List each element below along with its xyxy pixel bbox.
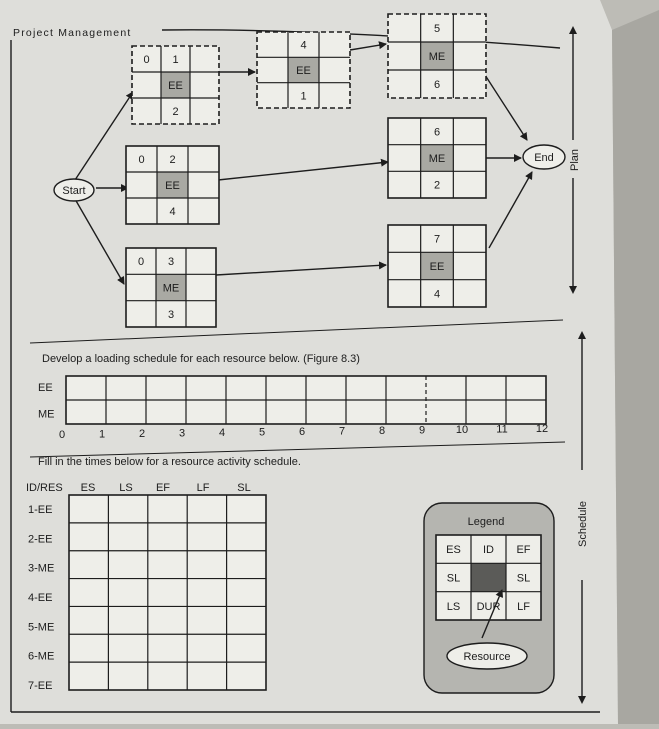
loading-tick: 2 [138,428,146,440]
page-title: Project Management [13,27,132,39]
node-resource: ME [428,153,446,165]
schedule-row-label: 1-EE [28,503,53,516]
loading-tick: 11 [496,423,508,436]
schedule-label: Schedule [577,501,589,547]
node-resource: EE [296,65,311,77]
node-id: 7 [433,233,441,246]
node-resource: EE [165,180,180,192]
schedule-header: LF [196,482,210,494]
loading-row-label: ME [38,408,55,421]
loading-tick: 7 [338,425,346,438]
loading-tick: 9 [418,424,426,437]
node-duration: 1 [300,90,307,103]
loading-instruction: Develop a loading schedule for each resource below. (Figure 8.3) [42,353,360,365]
plan-label: Plan [569,148,581,172]
schedule-row-label: 5-ME [28,621,55,634]
loading-tick: 10 [455,424,469,436]
loading-tick: 5 [258,426,266,439]
legend-cell: LS [446,600,461,613]
node-id: 1 [172,54,179,66]
node-es: 0 [137,256,145,269]
legend-cell: SL [516,572,531,585]
activity-node-5 [388,14,486,98]
activity-node-4 [257,32,350,108]
loading-tick: 4 [218,427,226,439]
end-label: End [534,152,554,164]
legend-cell: ID [483,544,494,557]
loading-tick: 12 [535,423,549,435]
node-es: 0 [138,154,145,166]
schedule-header: EF [155,482,171,494]
activity-node-2 [126,146,219,224]
node-es: 0 [143,54,150,66]
node-duration: 4 [169,206,176,218]
schedule-row-label: 2-EE [28,533,53,546]
legend-cell: DUR [476,600,501,613]
node-resource: EE [168,80,183,92]
schedule-header: ES [80,482,96,494]
node-id: 4 [300,39,307,52]
node-duration: 2 [433,179,441,192]
schedule-row-label: 7-EE [28,680,53,693]
legend-cell: LF [517,600,530,613]
activity-node-7 [388,225,486,307]
activity-node-3 [126,248,216,327]
start-label: Start [62,185,86,197]
loading-tick: 1 [98,428,106,441]
schedule-row-label: 4-EE [28,592,53,604]
loading-tick: 8 [378,425,386,437]
legend-cell: ES [446,544,461,557]
schedule-instruction: Fill in the times below for a resource activity schedule. [38,456,301,468]
node-id: 6 [433,126,441,139]
start-node [54,179,94,201]
node-id: 3 [167,256,175,269]
schedule-header: ID/RES [26,482,63,494]
loading-tick: 0 [58,429,66,441]
loading-tick: 3 [178,427,186,440]
node-id: 2 [169,154,176,166]
node-id: 5 [433,23,441,35]
loading-row-label: EE [38,382,53,394]
legend-cell: EF [516,544,531,557]
activity-node-6 [388,118,486,198]
loading-tick: 6 [298,426,306,438]
resource-label: Resource [463,651,511,663]
schedule-header: LS [119,482,133,494]
legend-title: Legend [467,516,505,528]
node-duration: 4 [433,288,441,301]
schedule-header: SL [237,482,251,494]
end-node [523,145,565,169]
node-duration: 2 [172,106,179,118]
node-resource: EE [429,261,445,273]
legend [424,503,554,693]
schedule-row-label: 3-ME [28,562,55,575]
node-duration: 3 [167,308,175,321]
schedule-row-label: 6-ME [28,650,55,663]
node-resource: ME [162,282,180,295]
activity-node-1 [132,46,219,124]
node-resource: ME [428,51,446,63]
node-duration: 6 [433,79,441,91]
legend-cell: SL [446,572,461,585]
